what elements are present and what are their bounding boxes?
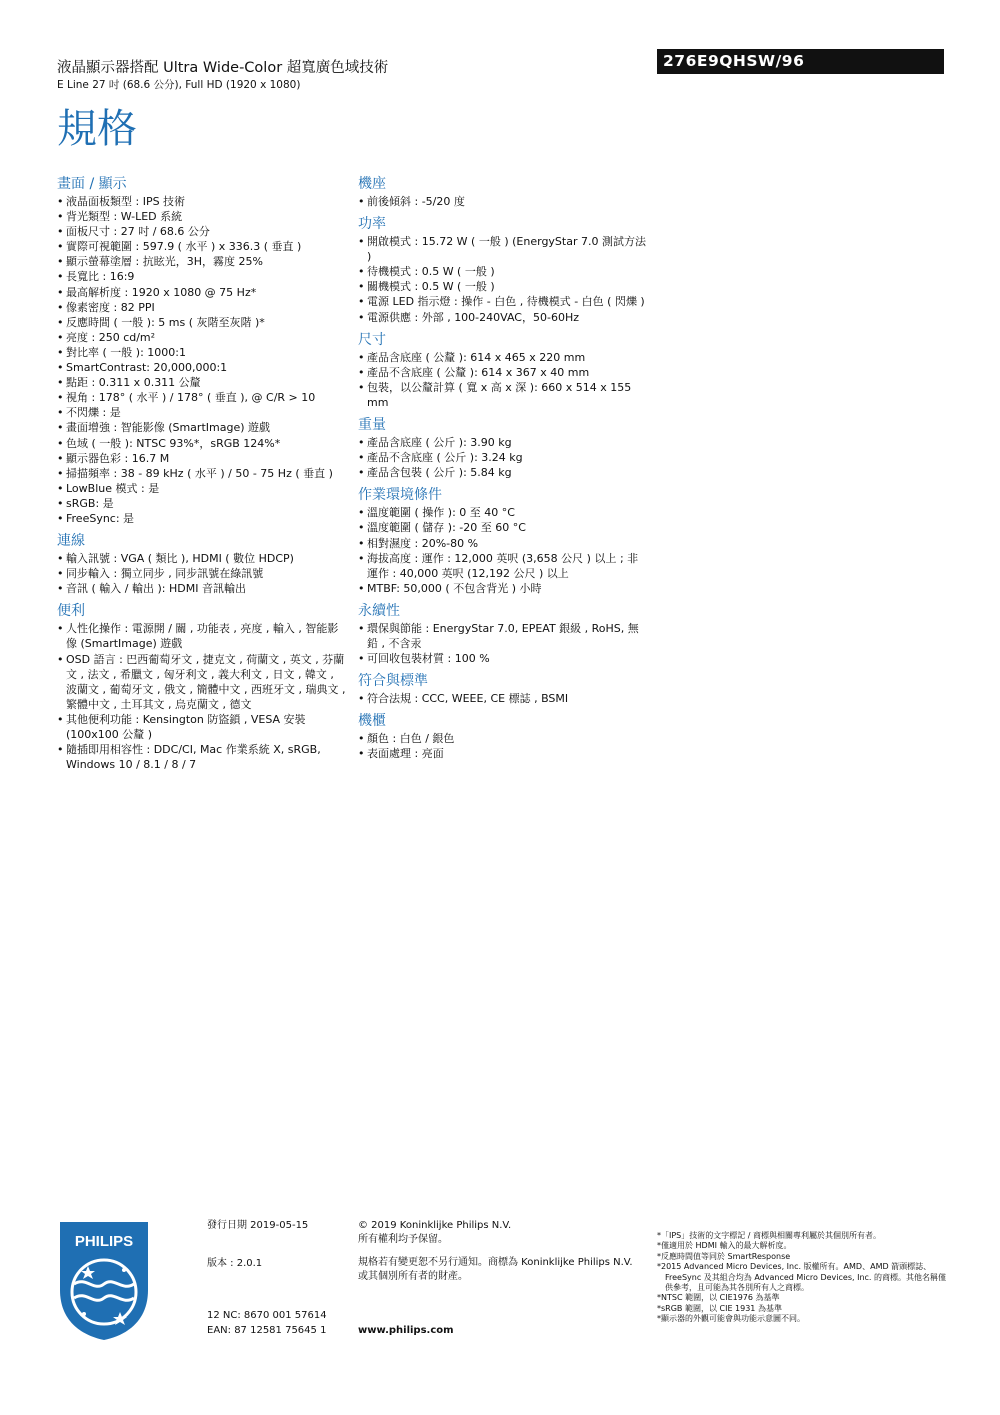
spec-item: • 面板尺寸 : 27 吋 / 68.6 公分 xyxy=(57,224,347,239)
spec-item: • LowBlue 模式 : 是 xyxy=(57,481,347,496)
footnotes xyxy=(657,1231,947,1325)
spec-item: • 關機模式 : 0.5 W ( 一般 ) xyxy=(358,279,648,294)
spec-item: • sRGB: 是 xyxy=(57,496,347,511)
spec-item: • 人性化操作 : 電源開 / 關 , 功能表 , 亮度 , 輸入 , 智能影像 (SmartImage) 遊戲 xyxy=(57,621,347,651)
copyright-line1: © 2019 Koninklijke Philips N.V. xyxy=(358,1220,512,1231)
spec-item: • 表面處理 : 亮面 xyxy=(358,746,648,761)
spec-item: • 包裝，以公釐計算 ( 寬 x 高 x 深 ): 660 x 514 x 155 mm xyxy=(358,380,648,410)
website-link[interactable]: www.philips.com xyxy=(358,1325,454,1336)
spec-list xyxy=(57,621,347,772)
spec-item: • 環保與節能 : EnergyStar 7.0, EPEAT 銀級 , RoHS, 無鉛 , 不含汞 xyxy=(358,621,648,651)
copyright-line2: 所有權利均予保留。 xyxy=(358,1234,448,1245)
spec-item: • 背光類型 : W-LED 系統 xyxy=(57,209,347,224)
spec-section xyxy=(57,533,347,596)
spec-list xyxy=(358,505,648,596)
spec-list xyxy=(358,194,648,209)
spec-item: • 像素密度 : 82 PPI xyxy=(57,300,347,315)
spec-item: • 符合法規 : CCC, WEEE, CE 標誌 , BSMI xyxy=(358,691,648,706)
spec-item: • 相對濕度 : 20%-80 % xyxy=(358,536,648,551)
spec-item: • 對比率 ( 一般 ): 1000:1 xyxy=(57,345,347,360)
spec-item: • 前後傾斜 : -5/20 度 xyxy=(358,194,648,209)
spec-list xyxy=(358,621,648,666)
spec-section xyxy=(57,176,347,526)
release-date: 發行日期 2019-05-15 xyxy=(207,1220,309,1231)
spec-item: • 色域 ( 一般 ): NTSC 93%*，sRGB 124%* xyxy=(57,436,347,451)
footnote: *僅適用於 HDMI 輸入的最大解析度。 xyxy=(657,1241,792,1251)
spec-item: • 不閃爍 : 是 xyxy=(57,405,347,420)
spec-section xyxy=(358,176,648,209)
spec-list xyxy=(358,731,648,761)
spec-list xyxy=(358,691,648,706)
spec-item: • 同步輸入 : 獨立同步 , 同步訊號在綠訊號 xyxy=(57,566,347,581)
spec-item: • 長寬比 : 16:9 xyxy=(57,269,347,284)
spec-column-left xyxy=(57,176,347,779)
spec-item: • 電源供應 : 外部 , 100-240VAC，50-60Hz xyxy=(358,310,648,325)
spec-list xyxy=(358,234,648,325)
spec-item: • 實際可視範圍 : 597.9 ( 水平 ) x 336.3 ( 垂直 ) xyxy=(57,239,347,254)
ean-number: EAN: 87 12581 75645 1 xyxy=(207,1325,327,1336)
spec-item: • 掃描頻率 : 38 - 89 kHz ( 水平 ) / 50 - 75 Hz ( 垂直 ) xyxy=(57,466,347,481)
section-title: 功率 xyxy=(358,216,386,233)
header-subtitle: E Line 27 吋 (68.6 公分), Full HD (1920 x 1080) xyxy=(57,79,301,91)
version: 版本 : 2.0.1 xyxy=(207,1258,263,1269)
section-title: 重量 xyxy=(358,417,386,434)
spec-item: • 亮度 : 250 cd/m² xyxy=(57,330,347,345)
spec-item: • 待機模式 : 0.5 W ( 一般 ) xyxy=(358,264,648,279)
spec-item: • 產品含包裝 ( 公斤 ): 5.84 kg xyxy=(358,465,648,480)
footnote: *NTSC 範圍，以 CIE1976 為基準 xyxy=(657,1293,780,1303)
section-title: 便利 xyxy=(57,603,85,620)
spec-item: • 產品不含底座 ( 公釐 ): 614 x 367 x 40 mm xyxy=(358,365,648,380)
spec-item: • 溫度範圍 ( 操作 ): 0 至 40 °C xyxy=(358,505,648,520)
spec-item: • 顏色 : 白色 / 銀色 xyxy=(358,731,648,746)
spec-item: • 開啟模式 : 15.72 W ( 一般 ) (EnergyStar 7.0 測試方法 ) xyxy=(358,234,648,264)
spec-list xyxy=(57,194,347,526)
nc-number: 12 NC: 8670 001 57614 xyxy=(207,1310,327,1321)
spec-item: • 液晶面板類型 : IPS 技術 xyxy=(57,194,347,209)
spec-item: • 可回收包裝材質 : 100 % xyxy=(358,651,648,666)
spec-item: • 其他便利功能 : Kensington 防盜鎖 , VESA 安裝 (100x100 公釐 ) xyxy=(57,712,347,742)
section-title: 尺寸 xyxy=(358,331,386,348)
spec-section xyxy=(57,603,347,772)
footnote: *「IPS」技術的文字標記 / 商標與相關專利屬於其個別所有者。 xyxy=(657,1231,882,1240)
trademark-notice: 規格若有變更恕不另行通知。商標為 Koninklijke Philips N.V. 或其個別所有者的財產。 xyxy=(358,1257,633,1282)
section-title: 畫面 / 顯示 xyxy=(57,176,127,192)
spec-section xyxy=(358,487,648,596)
spec-item: • MTBF: 50,000 ( 不包含背光 ) 小時 xyxy=(358,581,648,596)
footnote: *反應時間值等同於 SmartResponse xyxy=(657,1251,791,1261)
spec-item: • 輸入訊號 : VGA ( 類比 ), HDMI ( 數位 HDCP) xyxy=(57,551,347,566)
spec-item: • 音訊 ( 輸入 / 輸出 ): HDMI 音訊輸出 xyxy=(57,581,347,596)
page-title: 規格 xyxy=(57,106,137,152)
footnote: *sRGB 範圍，以 CIE 1931 為基準 xyxy=(657,1303,782,1313)
spec-item: • 海拔高度 : 運作 : 12,000 英呎 (3,658 公尺 ) 以上 ; 非運作 : 40,000 英呎 (12,192 公尺 ) 以上 xyxy=(358,551,648,581)
spec-column-right xyxy=(358,176,648,768)
spec-section xyxy=(358,713,648,761)
spec-item: • 隨插即用相容性 : DDC/CI, Mac 作業系統 X, sRGB, Windows 10 / 8.1 / 8 / 7 xyxy=(57,742,347,772)
spec-list xyxy=(358,435,648,480)
spec-section xyxy=(358,332,648,410)
spec-item: • 顯示器色彩 : 16.7 M xyxy=(57,451,347,466)
header-title: 液晶顯示器搭配 Ultra Wide-Color 超寬廣色域技術 xyxy=(57,60,389,76)
spec-list xyxy=(57,551,347,596)
spec-item: • FreeSync: 是 xyxy=(57,511,347,526)
spec-item: • 電源 LED 指示燈 : 操作 - 白色 , 待機模式 - 白色 ( 閃爍 ) xyxy=(358,294,648,309)
spec-list xyxy=(358,350,648,410)
spec-item: • 點距 : 0.311 x 0.311 公釐 xyxy=(57,375,347,390)
spec-item: • 最高解析度 : 1920 x 1080 @ 75 Hz* xyxy=(57,285,347,300)
spec-item: • 視角 : 178° ( 水平 ) / 178° ( 垂直 ), @ C/R > 10 xyxy=(57,390,347,405)
spec-item: • 產品含底座 ( 公斤 ): 3.90 kg xyxy=(358,435,648,450)
spec-section xyxy=(358,417,648,480)
spec-item: • 顯示螢幕塗層 : 抗眩光，3H，霧度 25% xyxy=(57,254,347,269)
philips-wordmark: PHILIPS xyxy=(74,1233,134,1250)
spec-item: • 反應時間 ( 一般 ): 5 ms ( 灰階至灰階 )* xyxy=(57,315,347,330)
spec-section xyxy=(358,673,648,706)
section-title: 機櫃 xyxy=(358,713,386,730)
philips-shield-logo xyxy=(58,1220,150,1342)
section-title: 連線 xyxy=(57,533,85,550)
section-title: 永續性 xyxy=(358,602,400,619)
spec-section xyxy=(358,603,648,666)
section-title: 機座 xyxy=(358,176,386,192)
section-title: 符合與標準 xyxy=(358,673,428,690)
spec-item: • 產品含底座 ( 公釐 ): 614 x 465 x 220 mm xyxy=(358,350,648,365)
spec-item: • 畫面增強 : 智能影像 (SmartImage) 遊戲 xyxy=(57,420,347,435)
model-number: 276E9QHSW/96 xyxy=(657,49,944,74)
section-title: 作業環境條件 xyxy=(358,487,442,504)
spec-item: • 溫度範圍 ( 儲存 ): -20 至 60 °C xyxy=(358,520,648,535)
footnote: *顯示器的外觀可能會與功能示意圖不同。 xyxy=(657,1314,805,1324)
spec-item: • OSD 語言 : 巴西葡萄牙文 , 捷克文 , 荷蘭文 , 英文 , 芬蘭文 , 法文 , 希臘文 , 匈牙利文 , 義大利文 , 日文 , 韓文 , 波蘭文 , 葡萄牙文 , 俄文 , 簡體中文 , 西班牙文 , 瑞典文 , 繁體中文 , 土耳其文 , 烏克蘭文 , 德文 xyxy=(57,652,347,712)
spec-item: • SmartContrast: 20,000,000:1 xyxy=(57,360,347,375)
footnote: *2015 Advanced Micro Devices, Inc. 版權所有。AMD、AMD 箭頭標誌、FreeSync 及其組合均為 Advanced Micro Devices, Inc. 的商標。其他名稱僅供參考，且可能為其各別所有人之商標。 xyxy=(657,1262,947,1293)
spec-section xyxy=(358,216,648,325)
spec-item: • 產品不含底座 ( 公斤 ): 3.24 kg xyxy=(358,450,648,465)
